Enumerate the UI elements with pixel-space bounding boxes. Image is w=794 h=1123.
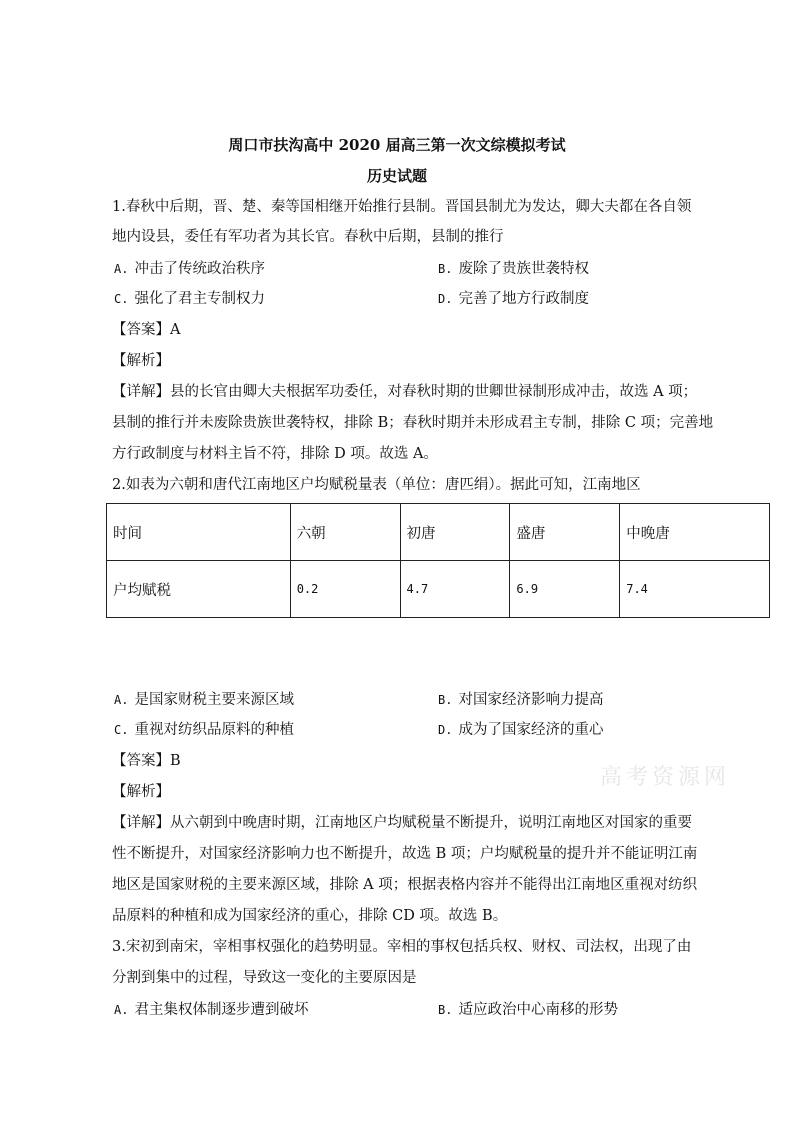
q2-answer: 【答案】B <box>112 753 181 769</box>
q2-option-a <box>114 690 294 710</box>
option-letter: A. <box>114 1003 129 1017</box>
option-letter: B. <box>438 693 453 707</box>
option-text: 君主集权体制逐步遭到破坏 <box>134 1002 309 1018</box>
q2-option-c <box>114 720 294 740</box>
option-letter: D. <box>438 292 453 306</box>
q1-stem-line2: 地内设县，委任有军功者为其长官。春秋中后期，县制的推行 <box>112 229 504 245</box>
q2-analysis-label: 【解析】 <box>112 784 170 800</box>
option-letter: D. <box>438 723 453 737</box>
q3-stem-line2: 分割到集中的过程，导致这一变化的主要原因是 <box>112 970 417 986</box>
q1-option-a <box>114 259 265 279</box>
option-letter: B. <box>438 262 453 276</box>
option-text: 是国家财税主要来源区域 <box>134 692 294 708</box>
table-cell: 户均赋税 <box>107 561 291 618</box>
option-letter: C. <box>114 292 129 306</box>
table-cell: 7.4 <box>620 561 770 618</box>
option-text: 完善了地方行政制度 <box>458 291 589 307</box>
q2-detail-line2: 性不断提升，对国家经济影响力也不断提升，故选 B 项；户均赋税量的提升并不能证明江南 <box>112 846 698 862</box>
q3-stem-line1: 3.宋初到南宋，宰相事权强化的趋势明显。宰相的事权包括兵权、财权、司法权，出现了由 <box>112 939 692 955</box>
exam-title: 周口市扶沟高中 2020 届高三第一次文综模拟考试 <box>228 136 566 154</box>
table-row <box>107 561 770 618</box>
option-text: 适应政治中心南移的形势 <box>458 1002 618 1018</box>
q1-detail-line1: 【详解】县的长官由卿大夫根据军功委任，对春秋时期的世卿世禄制形成冲击，故选 A 项； <box>112 384 698 400</box>
exam-subtitle: 历史试题 <box>366 167 427 185</box>
table-cell: 中晚唐 <box>620 504 770 561</box>
table-cell: 六朝 <box>290 504 400 561</box>
option-letter: A. <box>114 693 129 707</box>
tax-table <box>106 503 770 618</box>
q2-option-d <box>438 720 603 740</box>
q3-option-b <box>438 1000 618 1020</box>
table-cell: 0.2 <box>290 561 400 618</box>
option-text: 强化了君主专制权力 <box>134 291 265 307</box>
q2-stem-line1: 2.如表为六朝和唐代江南地区户均赋税量表（单位：唐匹绢）。据此可知，江南地区 <box>112 477 641 493</box>
q2-detail-line4: 品原料的种植和成为国家经济的重心，排除 CD 项。故选 B。 <box>112 908 508 924</box>
q3-option-a <box>114 1000 308 1020</box>
q1-detail-line3: 方行政制度与材料主旨不符，排除 D 项。故选 A。 <box>112 446 438 462</box>
q1-option-b <box>438 259 589 279</box>
option-text: 成为了国家经济的重心 <box>458 722 604 738</box>
table-cell: 盛唐 <box>510 504 620 561</box>
q1-stem-line1: 1.春秋中后期，晋、楚、秦等国相继开始推行县制。晋国县制尤为发达，卿大夫都在各自领 <box>112 199 692 215</box>
table-cell: 初唐 <box>400 504 510 561</box>
q2-detail-line3: 地区是国家财税的主要来源区域，排除 A 项；根据表格内容并不能得出江南地区重视对纺织 <box>112 877 698 893</box>
watermark: 高考资源网 <box>600 765 731 790</box>
option-text: 废除了贵族世袭特权 <box>458 261 589 277</box>
option-text: 对国家经济影响力提高 <box>458 692 604 708</box>
table-header-row <box>107 504 770 561</box>
q1-answer: 【答案】A <box>112 322 181 338</box>
q1-detail-line2: 县制的推行并未废除贵族世袭特权，排除 B；春秋时期并未形成君主专制，排除 C 项；完善地 <box>112 415 714 431</box>
table-cell: 时间 <box>107 504 291 561</box>
option-text: 重视对纺织品原料的种植 <box>134 722 294 738</box>
option-letter: B. <box>438 1003 453 1017</box>
q2-detail-line1: 【详解】从六朝到中晚唐时期，江南地区户均赋税量不断提升，说明江南地区对国家的重要 <box>112 815 692 831</box>
q1-analysis-label: 【解析】 <box>112 353 170 369</box>
table-cell: 4.7 <box>400 561 510 618</box>
option-letter: A. <box>114 262 129 276</box>
q1-option-c <box>114 289 265 309</box>
q1-option-d <box>438 289 589 309</box>
table-cell: 6.9 <box>510 561 620 618</box>
option-letter: C. <box>114 723 129 737</box>
q2-option-b <box>438 690 603 710</box>
option-text: 冲击了传统政治秩序 <box>134 261 265 277</box>
